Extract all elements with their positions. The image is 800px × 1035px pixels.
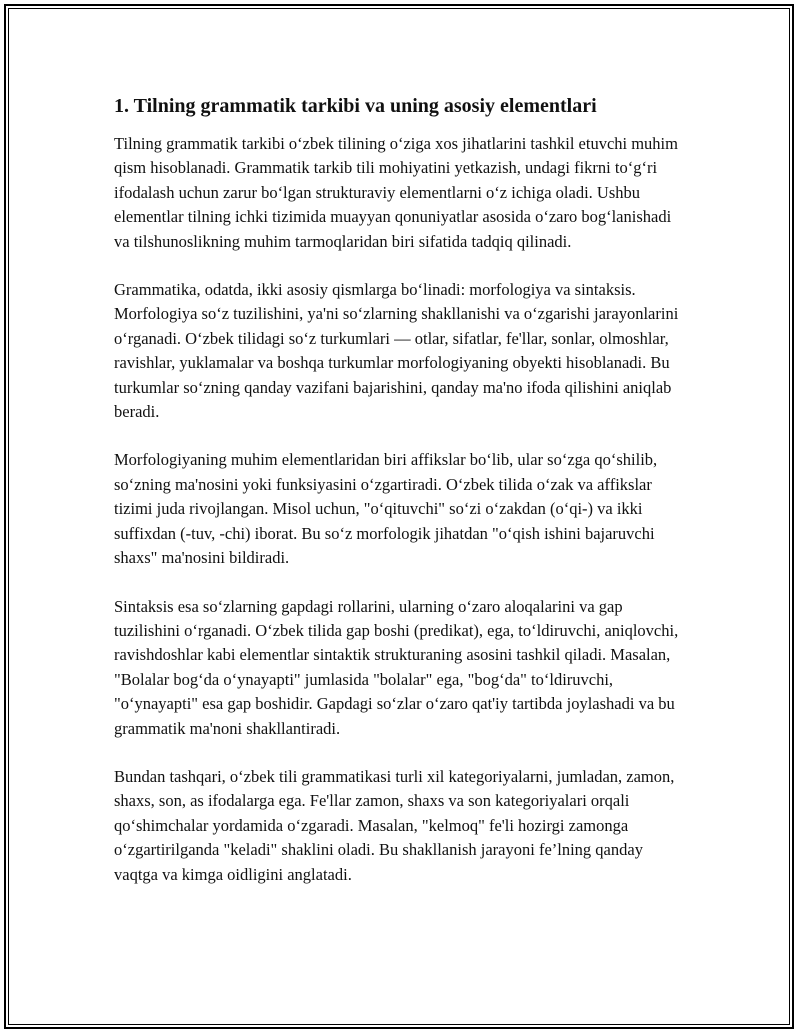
paragraph-1: Tilning grammatik tarkibi o‘zbek tilining o‘ziga xos jihatlarini tashkil etuvchi muhim qism hisoblanadi. Grammatik tarkib tili mohiyatini yetkazish, undagi fikrni to‘g‘ri ifodalash uchun zarur bo‘lgan strukturaviy elementlarni o‘z ichiga oladi. Ushbu elementlar tilning ichki tizimida muayyan qonuniyatlar asosida o‘zaro bog‘lanishadi va tilshunoslikning muhim tarmoqlaridan biri sifatida tadqiq qilinadi. (114, 134, 678, 251)
document-title: 1. Tilning grammatik tarkibi va uning asosiy elementlari (114, 95, 597, 117)
paragraph-5: Bundan tashqari, o‘zbek tili grammatikasi turli xil kategoriyalarni, jumladan, zamon, shaxs, son, as ifodalarga ega. Fe'llar zamon, shaxs va son kategoriyalari orqali qo‘shimchalar yordamida o‘zgaradi. Masalan, "kelmoq" fe'li hozirgi zamonga o‘zgartirilganda "keladi" shaklini oladi. Bu shakllanish jarayoni fe’lning qanday vaqtga va kimga oidligini anglatadi. (114, 766, 675, 884)
document-body (114, 92, 690, 911)
paragraph-2: Grammatika, odatda, ikki asosiy qismlarga bo‘linadi: morfologiya va sintaksis. Morfologiya so‘z tuzilishini, ya'ni so‘zlarning shakllanishi va o‘zgarishi jarayonlarini o‘rganadi. O‘zbek tilidagi so‘z turkumlari — otlar, sifatlar, fe'llar, sonlar, olmoshlar, ravishlar, yuklamalar va boshqa turkumlar morfologiyaning obyekti hisoblanadi. Bu turkumlar so‘zning qanday vazifani bajarishini, qanday ma'no ifoda qilishini aniqlab beradi. (114, 280, 679, 422)
paragraph-4: Sintaksis esa so‘zlarning gapdagi rollarini, ularning o‘zaro aloqalarini va gap tuzilishini o‘rganadi. O‘zbek tilida gap boshi (predikat), ega, to‘ldiruvchi, aniqlovchi, ravishdoshlar kabi elementlar sintaktik strukturaning asosini tashkil qiladi. Masalan, "Bolalar bog‘da o‘ynayapti" jumlasida "bolalar" ega, "bog‘da" to‘ldiruvchi, "o‘ynayapti" esa gap boshidir. Gapdagi so‘zlar o‘zaro qat'iy tartibda joylashadi va bu grammatik ma'noni shakllantiradi. (114, 596, 679, 738)
paragraph-3: Morfologiyaning muhim elementlaridan biri affikslar bo‘lib, ular so‘zga qo‘shilib, so‘zning ma'nosini yoki funksiyasini o‘zgartiradi. O‘zbek tilida o‘zak va affikslar tizimi juda rivojlangan. Misol uchun, "o‘qituvchi" so‘zi o‘zakdan (o‘qi-) va ikki suffixdan (-tuv, -chi) iborat. Bu so‘z morfologik jihatdan "o‘qish ishini bajaruvchi shaxs" ma'nosini bildiradi. (114, 450, 658, 568)
